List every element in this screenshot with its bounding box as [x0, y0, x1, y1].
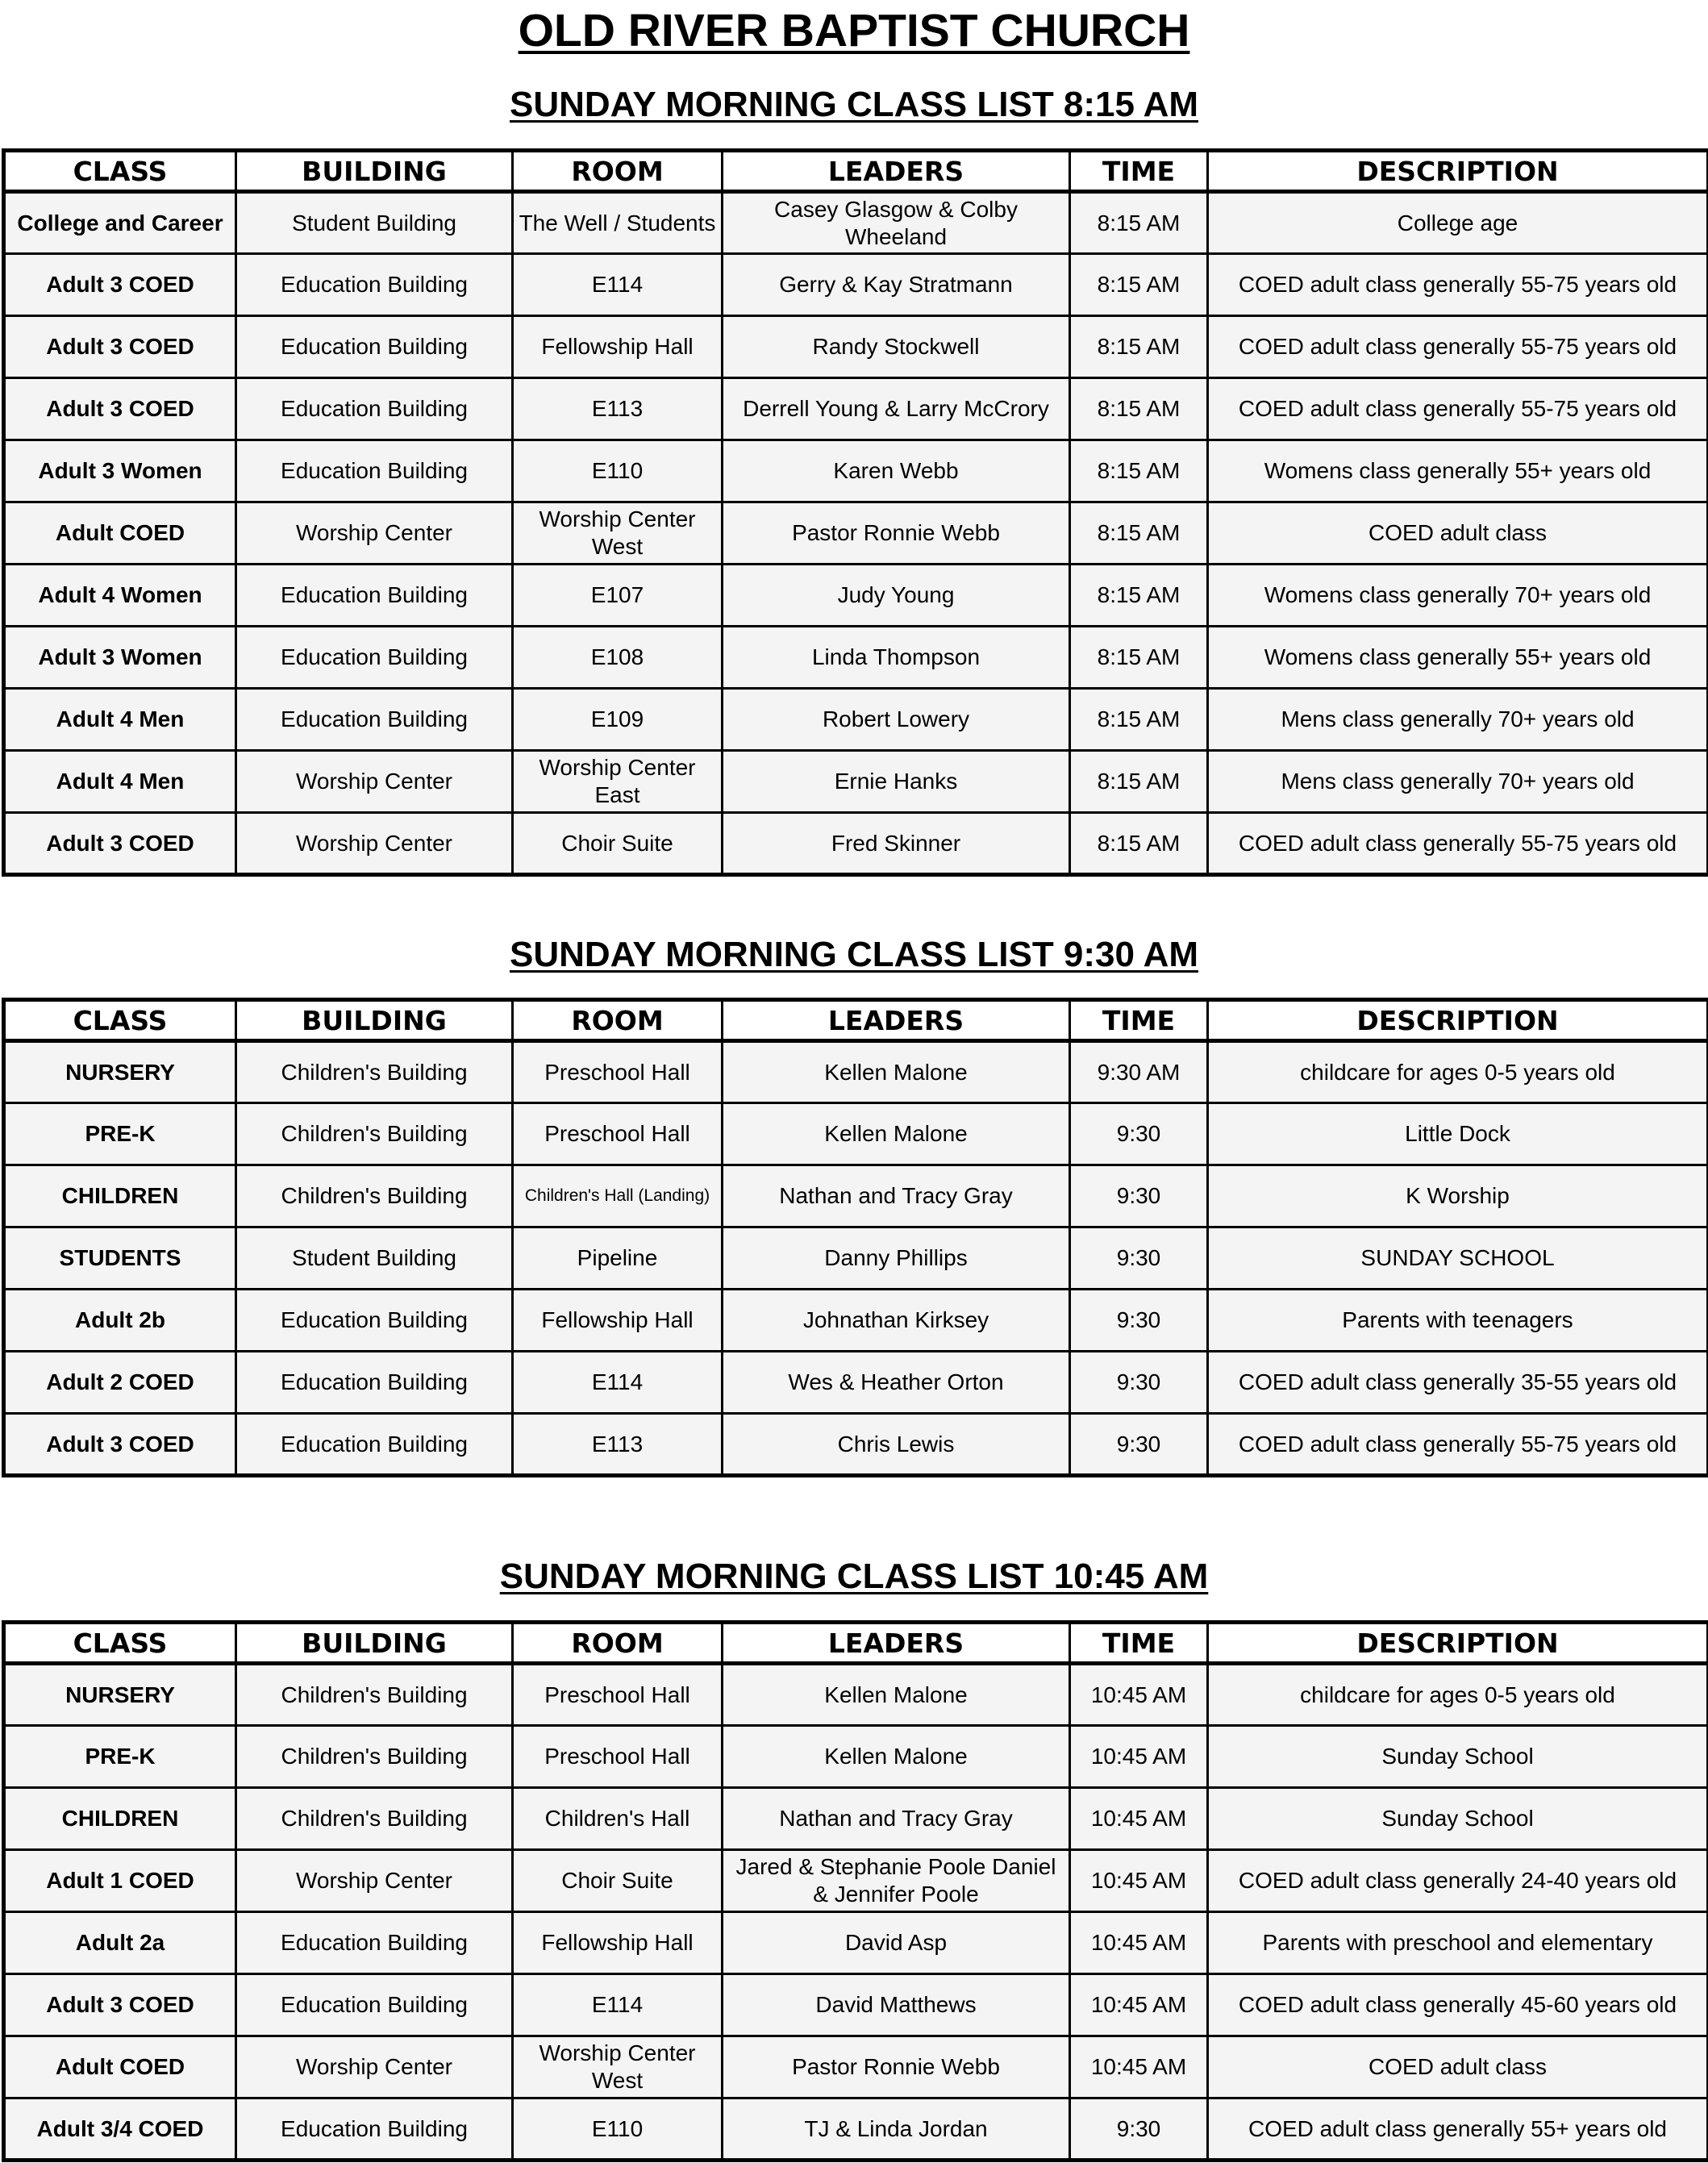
- class-cell: Adult 3 COED: [4, 1974, 236, 2036]
- description-cell: COED adult class generally 55-75 years old: [1208, 1414, 1708, 1476]
- building-cell: Education Building: [236, 1290, 513, 1352]
- leaders-cell: David Asp: [723, 1912, 1070, 1974]
- building-cell: Children's Building: [236, 1726, 513, 1788]
- time-cell: 8:15 AM: [1070, 502, 1208, 565]
- time-cell: 9:30 AM: [1070, 1041, 1208, 1103]
- description-cell: Mens class generally 70+ years old: [1208, 689, 1708, 751]
- time-cell: 9:30: [1070, 1165, 1208, 1227]
- column-header-room: ROOM: [513, 1000, 723, 1041]
- table-row: [4, 502, 1708, 565]
- leaders-cell: Judy Young: [723, 565, 1070, 627]
- room-cell: E107: [513, 565, 723, 627]
- table-row: [4, 1103, 1708, 1165]
- description-cell: COED adult class generally 45-60 years old: [1208, 1974, 1708, 2036]
- room-cell: Choir Suite: [513, 813, 723, 875]
- table-header-row: [4, 1623, 1708, 1664]
- time-cell: 10:45 AM: [1070, 1912, 1208, 1974]
- column-header-building: BUILDING: [236, 151, 513, 192]
- time-cell: 8:15 AM: [1070, 627, 1208, 689]
- leaders-cell: Nathan and Tracy Gray: [723, 1788, 1070, 1850]
- leaders-cell: Pastor Ronnie Webb: [723, 502, 1070, 565]
- building-cell: Education Building: [236, 1974, 513, 2036]
- column-header-leaders: LEADERS: [723, 1623, 1070, 1664]
- room-cell: The Well / Students: [513, 192, 723, 254]
- column-header-leaders: LEADERS: [723, 151, 1070, 192]
- class-table-1045: [2, 1620, 1708, 2162]
- room-cell: Preschool Hall: [513, 1041, 723, 1103]
- room-cell: Fellowship Hall: [513, 316, 723, 378]
- leaders-cell: Karen Webb: [723, 440, 1070, 502]
- table-header-row: [4, 151, 1708, 192]
- description-cell: K Worship: [1208, 1165, 1708, 1227]
- leaders-cell: Pastor Ronnie Webb: [723, 2036, 1070, 2098]
- building-cell: Worship Center: [236, 1850, 513, 1912]
- building-cell: Education Building: [236, 565, 513, 627]
- leaders-cell: TJ & Linda Jordan: [723, 2098, 1070, 2161]
- room-cell: Choir Suite: [513, 1850, 723, 1912]
- table-row: [4, 1664, 1708, 1726]
- building-cell: Children's Building: [236, 1041, 513, 1103]
- column-header-class: CLASS: [4, 151, 236, 192]
- description-cell: COED adult class generally 35-55 years old: [1208, 1352, 1708, 1414]
- table-row: [4, 565, 1708, 627]
- building-cell: Education Building: [236, 1352, 513, 1414]
- class-cell: Adult 1 COED: [4, 1850, 236, 1912]
- leaders-cell: David Matthews: [723, 1974, 1070, 2036]
- column-header-time: TIME: [1070, 1000, 1208, 1041]
- room-cell: E114: [513, 254, 723, 316]
- description-cell: COED adult class generally 24-40 years old: [1208, 1850, 1708, 1912]
- building-cell: Education Building: [236, 1414, 513, 1476]
- room-cell: Fellowship Hall: [513, 1290, 723, 1352]
- class-cell: Adult COED: [4, 502, 236, 565]
- description-cell: COED adult class generally 55-75 years old: [1208, 813, 1708, 875]
- leaders-cell: Nathan and Tracy Gray: [723, 1165, 1070, 1227]
- building-cell: Education Building: [236, 254, 513, 316]
- description-cell: Parents with teenagers: [1208, 1290, 1708, 1352]
- description-cell: Womens class generally 55+ years old: [1208, 627, 1708, 689]
- table-row: [4, 2036, 1708, 2098]
- section-heading-930: SUNDAY MORNING CLASS LIST 9:30 AM: [509, 935, 1199, 974]
- description-cell: SUNDAY SCHOOL: [1208, 1227, 1708, 1290]
- column-header-class: CLASS: [4, 1623, 236, 1664]
- building-cell: Education Building: [236, 2098, 513, 2161]
- building-cell: Education Building: [236, 689, 513, 751]
- description-cell: COED adult class: [1208, 502, 1708, 565]
- class-cell: CHILDREN: [4, 1165, 236, 1227]
- building-cell: Worship Center: [236, 751, 513, 813]
- room-cell: E110: [513, 440, 723, 502]
- class-cell: Adult 3 COED: [4, 254, 236, 316]
- building-cell: Education Building: [236, 1912, 513, 1974]
- table-row: [4, 1974, 1708, 2036]
- building-cell: Student Building: [236, 1227, 513, 1290]
- class-cell: Adult 3 COED: [4, 1414, 236, 1476]
- room-cell: E113: [513, 378, 723, 440]
- leaders-cell: Casey Glasgow & Colby Wheeland: [723, 192, 1070, 254]
- table-row: [4, 1850, 1708, 1912]
- class-cell: NURSERY: [4, 1664, 236, 1726]
- column-header-building: BUILDING: [236, 1000, 513, 1041]
- class-cell: Adult 3 Women: [4, 440, 236, 502]
- leaders-cell: Robert Lowery: [723, 689, 1070, 751]
- table-row: [4, 689, 1708, 751]
- leaders-cell: Gerry & Kay Stratmann: [723, 254, 1070, 316]
- room-cell: E113: [513, 1414, 723, 1476]
- time-cell: 8:15 AM: [1070, 192, 1208, 254]
- class-cell: Adult 3 COED: [4, 813, 236, 875]
- leaders-cell: Kellen Malone: [723, 1041, 1070, 1103]
- class-table-930: [2, 998, 1708, 1477]
- description-cell: COED adult class generally 55+ years old: [1208, 2098, 1708, 2161]
- room-cell: E114: [513, 1352, 723, 1414]
- table-row: [4, 1912, 1708, 1974]
- table-row: [4, 1041, 1708, 1103]
- building-cell: Education Building: [236, 378, 513, 440]
- leaders-cell: Linda Thompson: [723, 627, 1070, 689]
- building-cell: Student Building: [236, 192, 513, 254]
- column-header-room: ROOM: [513, 151, 723, 192]
- building-cell: Children's Building: [236, 1165, 513, 1227]
- table-row: [4, 1165, 1708, 1227]
- description-cell: childcare for ages 0-5 years old: [1208, 1664, 1708, 1726]
- column-header-leaders: LEADERS: [723, 1000, 1070, 1041]
- table-row: [4, 1726, 1708, 1788]
- class-cell: PRE-K: [4, 1103, 236, 1165]
- leaders-cell: Ernie Hanks: [723, 751, 1070, 813]
- time-cell: 9:30: [1070, 1103, 1208, 1165]
- table-row: [4, 440, 1708, 502]
- class-cell: Adult 4 Men: [4, 751, 236, 813]
- table-header-row: [4, 1000, 1708, 1041]
- leaders-cell: Danny Phillips: [723, 1227, 1070, 1290]
- description-cell: Mens class generally 70+ years old: [1208, 751, 1708, 813]
- table-row: [4, 254, 1708, 316]
- time-cell: 8:15 AM: [1070, 751, 1208, 813]
- description-cell: Womens class generally 55+ years old: [1208, 440, 1708, 502]
- time-cell: 10:45 AM: [1070, 1974, 1208, 2036]
- time-cell: 10:45 AM: [1070, 1850, 1208, 1912]
- time-cell: 8:15 AM: [1070, 254, 1208, 316]
- table-row: [4, 1227, 1708, 1290]
- leaders-cell: Jared & Stephanie Poole Daniel & Jennifer Poole: [723, 1850, 1070, 1912]
- description-cell: Sunday School: [1208, 1788, 1708, 1850]
- leaders-cell: Johnathan Kirksey: [723, 1290, 1070, 1352]
- class-cell: Adult 2 COED: [4, 1352, 236, 1414]
- room-cell: Worship Center East: [513, 751, 723, 813]
- building-cell: Children's Building: [236, 1788, 513, 1850]
- building-cell: Education Building: [236, 316, 513, 378]
- class-cell: Adult 3 COED: [4, 378, 236, 440]
- time-cell: 8:15 AM: [1070, 378, 1208, 440]
- leaders-cell: Fred Skinner: [723, 813, 1070, 875]
- column-header-building: BUILDING: [236, 1623, 513, 1664]
- leaders-cell: Kellen Malone: [723, 1664, 1070, 1726]
- time-cell: 10:45 AM: [1070, 2036, 1208, 2098]
- room-cell: E109: [513, 689, 723, 751]
- time-cell: 9:30: [1070, 1352, 1208, 1414]
- column-header-time: TIME: [1070, 1623, 1208, 1664]
- building-cell: Worship Center: [236, 2036, 513, 2098]
- leaders-cell: Randy Stockwell: [723, 316, 1070, 378]
- column-header-room: ROOM: [513, 1623, 723, 1664]
- building-cell: Children's Building: [236, 1103, 513, 1165]
- class-cell: Adult COED: [4, 2036, 236, 2098]
- description-cell: Womens class generally 70+ years old: [1208, 565, 1708, 627]
- room-cell: Worship Center West: [513, 2036, 723, 2098]
- class-cell: Adult 4 Women: [4, 565, 236, 627]
- leaders-cell: Wes & Heather Orton: [723, 1352, 1070, 1414]
- class-cell: Adult 3/4 COED: [4, 2098, 236, 2161]
- page-title: OLD RIVER BAPTIST CHURCH: [518, 5, 1190, 56]
- table-row: [4, 813, 1708, 875]
- class-cell: Adult 2a: [4, 1912, 236, 1974]
- building-cell: Children's Building: [236, 1664, 513, 1726]
- table-row: [4, 1352, 1708, 1414]
- class-cell: PRE-K: [4, 1726, 236, 1788]
- room-cell: E108: [513, 627, 723, 689]
- table-row: [4, 627, 1708, 689]
- description-cell: childcare for ages 0-5 years old: [1208, 1041, 1708, 1103]
- room-cell: Children's Hall: [513, 1788, 723, 1850]
- class-cell: Adult 4 Men: [4, 689, 236, 751]
- time-cell: 8:15 AM: [1070, 565, 1208, 627]
- description-cell: Parents with preschool and elementary: [1208, 1912, 1708, 1974]
- description-cell: Sunday School: [1208, 1726, 1708, 1788]
- room-cell: Worship Center West: [513, 502, 723, 565]
- table-row: [4, 1290, 1708, 1352]
- class-cell: College and Career: [4, 192, 236, 254]
- table-row: [4, 1414, 1708, 1476]
- leaders-cell: Kellen Malone: [723, 1726, 1070, 1788]
- table-row: [4, 378, 1708, 440]
- time-cell: 9:30: [1070, 1290, 1208, 1352]
- description-cell: COED adult class generally 55-75 years old: [1208, 316, 1708, 378]
- time-cell: 8:15 AM: [1070, 316, 1208, 378]
- class-cell: STUDENTS: [4, 1227, 236, 1290]
- class-cell: Adult 3 Women: [4, 627, 236, 689]
- time-cell: 10:45 AM: [1070, 1664, 1208, 1726]
- room-cell: Fellowship Hall: [513, 1912, 723, 1974]
- leaders-cell: Chris Lewis: [723, 1414, 1070, 1476]
- leaders-cell: Kellen Malone: [723, 1103, 1070, 1165]
- table-row: [4, 2098, 1708, 2161]
- room-cell: Pipeline: [513, 1227, 723, 1290]
- time-cell: 9:30: [1070, 1414, 1208, 1476]
- table-row: [4, 192, 1708, 254]
- time-cell: 10:45 AM: [1070, 1788, 1208, 1850]
- column-header-time: TIME: [1070, 151, 1208, 192]
- room-cell: E110: [513, 2098, 723, 2161]
- section-heading-815: SUNDAY MORNING CLASS LIST 8:15 AM: [509, 85, 1199, 124]
- room-cell: E114: [513, 1974, 723, 2036]
- column-header-description: DESCRIPTION: [1208, 151, 1708, 192]
- column-header-description: DESCRIPTION: [1208, 1000, 1708, 1041]
- room-cell: Children's Hall (Landing): [513, 1165, 723, 1227]
- time-cell: 9:30: [1070, 2098, 1208, 2161]
- class-table-815: [2, 148, 1708, 877]
- description-cell: COED adult class generally 55-75 years old: [1208, 254, 1708, 316]
- building-cell: Worship Center: [236, 502, 513, 565]
- table-row: [4, 751, 1708, 813]
- description-cell: COED adult class generally 55-75 years old: [1208, 378, 1708, 440]
- column-header-class: CLASS: [4, 1000, 236, 1041]
- class-cell: NURSERY: [4, 1041, 236, 1103]
- building-cell: Education Building: [236, 440, 513, 502]
- time-cell: 8:15 AM: [1070, 813, 1208, 875]
- table-row: [4, 1788, 1708, 1850]
- description-cell: COED adult class: [1208, 2036, 1708, 2098]
- building-cell: Education Building: [236, 627, 513, 689]
- leaders-cell: Derrell Young & Larry McCrory: [723, 378, 1070, 440]
- time-cell: 8:15 AM: [1070, 689, 1208, 751]
- building-cell: Worship Center: [236, 813, 513, 875]
- description-cell: Little Dock: [1208, 1103, 1708, 1165]
- class-cell: Adult 3 COED: [4, 316, 236, 378]
- section-heading-1045: SUNDAY MORNING CLASS LIST 10:45 AM: [499, 1557, 1209, 1596]
- room-cell: Preschool Hall: [513, 1726, 723, 1788]
- time-cell: 9:30: [1070, 1227, 1208, 1290]
- table-row: [4, 316, 1708, 378]
- class-cell: CHILDREN: [4, 1788, 236, 1850]
- column-header-description: DESCRIPTION: [1208, 1623, 1708, 1664]
- class-cell: Adult 2b: [4, 1290, 236, 1352]
- room-cell: Preschool Hall: [513, 1664, 723, 1726]
- time-cell: 10:45 AM: [1070, 1726, 1208, 1788]
- room-cell: Preschool Hall: [513, 1103, 723, 1165]
- time-cell: 8:15 AM: [1070, 440, 1208, 502]
- description-cell: College age: [1208, 192, 1708, 254]
